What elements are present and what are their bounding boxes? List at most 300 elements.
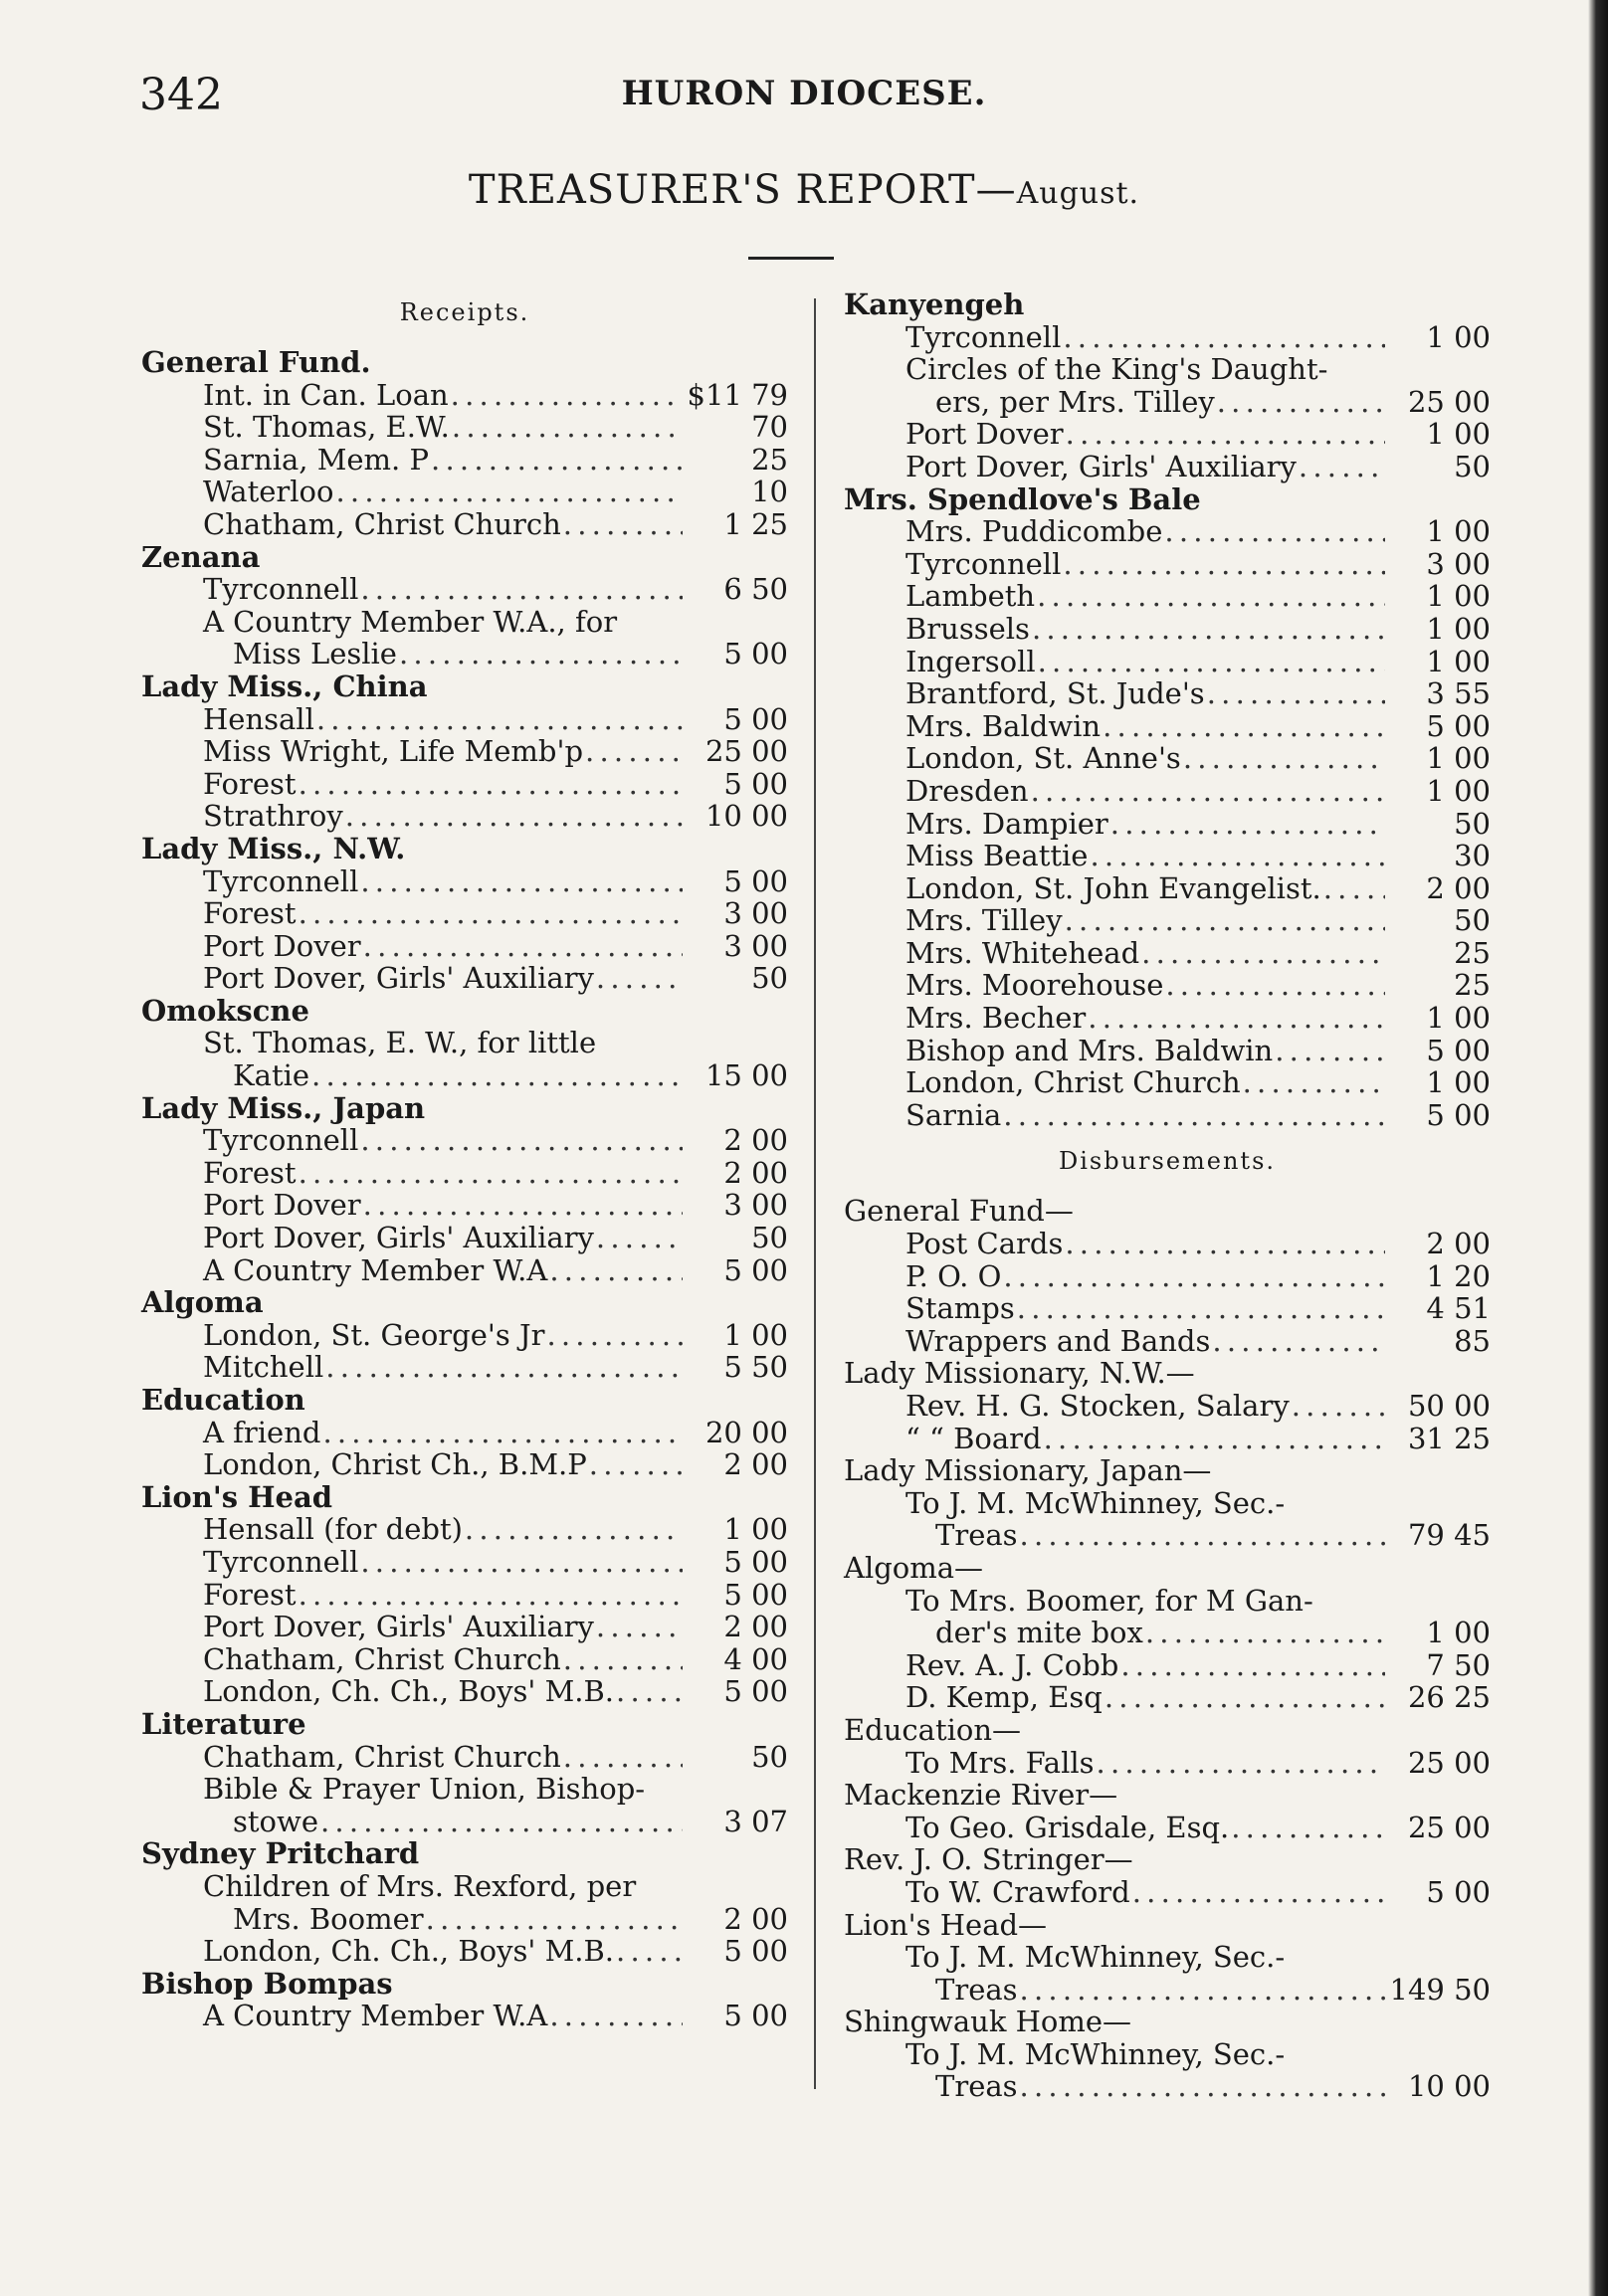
entry-label: Port Dover, Girls' Auxiliary <box>905 449 1297 483</box>
entry-amount: 1 00 <box>1426 514 1491 549</box>
entry-label: A Country Member W.A <box>203 1252 548 1287</box>
entry-amount: 4 51 <box>1426 1291 1491 1326</box>
entry-label: D. Kemp, Esq <box>905 1680 1103 1715</box>
entry-label: London, St. Anne's <box>905 741 1181 776</box>
entry-label: Mitchell <box>203 1350 324 1385</box>
entry-amount: 5 00 <box>723 1577 788 1612</box>
entry-row <box>844 1974 1491 2007</box>
entry-label: ers, per Mrs. Tilley <box>935 384 1215 419</box>
entry-amount: 5 00 <box>723 863 788 898</box>
entry-label: Brussels <box>905 611 1030 646</box>
entry-amount: 25 00 <box>704 734 788 769</box>
group-heading: Kanyengeh <box>844 287 1025 321</box>
entry-label: Treas <box>935 2069 1018 2104</box>
group-heading: Mrs. Spendlove's Bale <box>844 481 1201 516</box>
entry-amount: 10 <box>751 475 788 509</box>
dot-leader <box>1110 808 1385 841</box>
entry-row <box>844 515 1491 548</box>
dot-leader <box>451 379 683 412</box>
entry-row <box>141 1059 788 1092</box>
entry-row <box>844 775 1491 808</box>
dot-leader <box>399 638 683 670</box>
dot-leader <box>616 1935 683 1968</box>
dot-leader <box>1141 937 1385 970</box>
entry-row <box>844 1066 1491 1099</box>
entry-amount: 1 20 <box>1426 1258 1491 1293</box>
entry-amount: 50 00 <box>1407 1389 1491 1423</box>
group-heading: Lady Miss., Japan <box>141 1090 426 1125</box>
entry-amount: 3 00 <box>723 1188 788 1223</box>
entry-amount: 2 00 <box>723 1901 788 1936</box>
entry-text-line: To J. M. McWhinney, Sec.- <box>905 2036 1286 2071</box>
entry-row <box>844 613 1491 646</box>
entry-row <box>141 1579 788 1612</box>
dot-leader <box>549 1254 683 1287</box>
group-heading: Lady Miss., China <box>141 669 428 703</box>
entry-label: Tyrconnell <box>905 546 1062 581</box>
entry-row <box>141 476 788 508</box>
entry-amount: 50 <box>1454 806 1491 841</box>
running-head: HURON DIOCESE. <box>621 74 987 113</box>
dot-leader <box>325 1351 683 1384</box>
entry-row <box>844 1325 1491 1358</box>
dot-leader <box>1105 1681 1385 1714</box>
entry-label: Port Dover <box>203 1188 361 1223</box>
entry-amount: 10 00 <box>704 799 788 834</box>
entry-row <box>141 1611 788 1643</box>
entry-label: Chatham, Christ Church <box>203 506 561 541</box>
dot-leader <box>1120 1649 1385 1682</box>
entry-row <box>141 768 788 801</box>
entry-row <box>844 808 1491 841</box>
entry-label: Mrs. Baldwin <box>905 708 1102 743</box>
entry-amount: 1 00 <box>1426 319 1491 354</box>
dot-leader <box>1183 742 1385 775</box>
entry-amount: 2 00 <box>723 1447 788 1482</box>
entry-amount: 5 00 <box>723 1544 788 1579</box>
dot-leader <box>360 1124 683 1157</box>
entry-text-line: Circles of the King's Daught- <box>905 352 1328 387</box>
entry-row <box>844 1617 1491 1649</box>
entry-amount: 25 00 <box>1407 1745 1491 1780</box>
entry-label: Chatham, Christ Church <box>203 1641 561 1676</box>
entry-row <box>844 1519 1491 1552</box>
group-heading: General Fund. <box>141 345 371 379</box>
entry-amount: 70 <box>751 410 788 445</box>
entry-amount: 1 00 <box>723 1317 788 1352</box>
dot-leader <box>1207 677 1385 710</box>
entry-text-line: Children of Mrs. Rexford, per <box>203 1868 637 1903</box>
entry-label: Wrappers and Bands <box>905 1323 1211 1358</box>
entry-row <box>844 321 1491 354</box>
entry-amount: 26 25 <box>1407 1680 1491 1715</box>
dot-leader <box>1020 1974 1385 2007</box>
dot-leader <box>316 703 683 736</box>
entry-amount: 3 00 <box>723 928 788 963</box>
group-heading: Mackenzie River— <box>844 1778 1118 1813</box>
entry-row <box>844 1002 1491 1035</box>
group-heading: General Fund— <box>844 1194 1074 1229</box>
entry-label: Mrs. Boomer <box>233 1901 424 1936</box>
dot-leader <box>1145 1617 1385 1649</box>
entry-row <box>141 2000 788 2032</box>
entry-text-line: To J. M. McWhinney, Sec.- <box>905 1940 1286 1975</box>
dot-leader <box>1031 775 1385 808</box>
entry-row <box>844 1423 1491 1455</box>
entry-label: To W. Crawford <box>905 1874 1130 1909</box>
entry-row <box>141 1417 788 1449</box>
entry-amount: 3 07 <box>723 1804 788 1838</box>
dot-leader <box>1097 1747 1385 1780</box>
entry-amount: 1 00 <box>1426 417 1491 452</box>
entry-label: Port Dover, Girls' Auxiliary <box>203 1610 594 1644</box>
entry-row <box>844 677 1491 710</box>
entry-amount: 30 <box>1454 839 1491 873</box>
group-heading: Omokscne <box>141 993 309 1028</box>
entry-row <box>141 1643 788 1676</box>
group-heading: Sydney Pritchard <box>141 1836 420 1871</box>
dot-leader <box>360 1546 683 1579</box>
dot-leader <box>1292 1390 1385 1423</box>
entry-label: A friend <box>203 1415 321 1449</box>
dot-leader <box>563 1643 683 1676</box>
entry-label: Port Dover, Girls' Auxiliary <box>203 961 594 996</box>
dot-leader <box>596 962 683 995</box>
right-column <box>844 288 1491 2103</box>
dot-leader <box>322 1417 683 1449</box>
dot-leader <box>1065 1228 1385 1260</box>
page-edge-shadow <box>1588 0 1608 2296</box>
dot-leader <box>1063 548 1385 581</box>
dot-leader <box>1003 1260 1385 1293</box>
entry-amount: 50 <box>751 1739 788 1774</box>
group-heading: Zenana <box>141 539 261 574</box>
entry-amount: 1 25 <box>723 506 788 541</box>
entry-row <box>844 1260 1491 1293</box>
entry-amount: 25 <box>1454 968 1491 1003</box>
entry-row <box>141 573 788 606</box>
entry-label: Forest <box>203 1155 297 1190</box>
dot-leader <box>465 1513 683 1546</box>
entry-amount: 2 00 <box>723 1610 788 1644</box>
entry-amount: 50 <box>1454 903 1491 938</box>
dot-leader <box>1017 1292 1385 1325</box>
entry-label: London, St. George's Jr <box>203 1317 545 1352</box>
entry-row <box>141 1546 788 1579</box>
entry-amount: 5 00 <box>723 637 788 671</box>
entry-label: Sarnia <box>905 1097 1002 1132</box>
entry-label: Mrs. Tilley <box>905 903 1063 938</box>
entry-row <box>141 1935 788 1968</box>
entry-text-line: St. Thomas, E. W., for little <box>203 1026 597 1060</box>
entry-row <box>141 1351 788 1384</box>
entry-label: Post Cards <box>905 1227 1064 1261</box>
entry-amount: 2 00 <box>723 1123 788 1158</box>
entry-label: Dresden <box>905 773 1029 808</box>
entry-label: Mrs. Puddicombe <box>905 514 1163 549</box>
entry-row <box>844 969 1491 1002</box>
entry-label: Tyrconnell <box>905 319 1062 354</box>
column-divider <box>814 298 816 2089</box>
group-heading: Education <box>141 1383 305 1417</box>
left-column <box>141 292 788 2032</box>
entry-amount: 149 50 <box>1389 1972 1491 2007</box>
entry-row <box>141 444 788 477</box>
entry-row <box>844 1747 1491 1780</box>
entry-row <box>141 411 788 444</box>
entry-amount: 1 00 <box>1426 579 1491 614</box>
entry-amount: 15 00 <box>704 1058 788 1093</box>
entry-amount: 5 00 <box>723 1999 788 2033</box>
entry-row <box>141 897 788 930</box>
entry-label: Brantford, St. Jude's <box>905 676 1205 711</box>
entry-row <box>141 1675 788 1708</box>
entry-row <box>844 1390 1491 1423</box>
dot-leader <box>616 1675 683 1708</box>
entry-label: To Mrs. Falls <box>905 1745 1095 1780</box>
dot-leader <box>452 411 683 444</box>
entry-label: Miss Leslie <box>233 637 397 671</box>
entry-label: Port Dover, Girls' Auxiliary <box>203 1221 594 1255</box>
dot-leader <box>320 1806 683 1838</box>
entry-amount: 1 00 <box>1426 1001 1491 1036</box>
dot-leader <box>1132 1876 1385 1909</box>
entry-label: Mrs. Whitehead <box>905 935 1140 970</box>
entry-label: Port Dover <box>203 928 361 963</box>
dot-leader <box>1212 1325 1385 1358</box>
entry-row <box>141 638 788 670</box>
entry-row <box>141 1319 788 1352</box>
entry-amount: 3 55 <box>1426 676 1491 711</box>
entry-label: Katie <box>233 1058 310 1093</box>
entry-amount: 5 00 <box>1426 1033 1491 1067</box>
entry-amount: 5 00 <box>1426 1874 1491 1909</box>
group-heading: Algoma <box>141 1285 264 1320</box>
group-heading: Shingwauk Home— <box>844 2005 1132 2039</box>
entry-amount: 31 25 <box>1407 1421 1491 1455</box>
entry-row <box>141 1448 788 1481</box>
entry-label: Strathroy <box>203 799 343 834</box>
entry-row <box>141 800 788 833</box>
entry-row <box>844 1228 1491 1260</box>
entry-amount: 4 00 <box>723 1641 788 1676</box>
entry-amount: 25 <box>751 442 788 477</box>
entry-amount: 20 00 <box>704 1415 788 1449</box>
entry-amount: 1 00 <box>723 1512 788 1547</box>
dot-leader <box>299 897 683 930</box>
group-heading: Lady Missionary, N.W.— <box>844 1356 1195 1391</box>
entry-row <box>844 1035 1491 1067</box>
entry-amount: 3 00 <box>723 896 788 931</box>
entry-row <box>844 872 1491 905</box>
entry-amount: 2 00 <box>1426 870 1491 905</box>
entry-label: Tyrconnell <box>203 863 359 898</box>
group-heading: Lady Missionary, Japan— <box>844 1453 1212 1488</box>
entry-amount: 5 00 <box>723 701 788 736</box>
dot-leader <box>546 1319 683 1352</box>
dot-leader <box>311 1059 683 1092</box>
dot-leader <box>299 768 683 801</box>
entry-amount: 5 00 <box>1426 1097 1491 1132</box>
entry-amount: 85 <box>1454 1323 1491 1358</box>
entry-row <box>141 1157 788 1190</box>
entry-amount: 6 50 <box>723 572 788 607</box>
entry-label: Mrs. Dampier <box>905 806 1108 841</box>
dot-leader <box>563 508 683 541</box>
entry-text-line: Bible & Prayer Union, Bishop- <box>203 1772 646 1807</box>
entry-row <box>141 1806 788 1838</box>
entry-row <box>844 1681 1491 1714</box>
dot-leader <box>335 476 683 508</box>
entry-label: London, Christ Ch., B.M.P <box>203 1447 587 1482</box>
entry-label: Tyrconnell <box>203 1123 359 1158</box>
page-number: 342 <box>139 70 223 120</box>
dot-leader <box>426 1903 683 1936</box>
entry-amount: 1 00 <box>1426 773 1491 808</box>
entry-amount: 5 00 <box>723 1934 788 1969</box>
dot-leader <box>589 1448 683 1481</box>
dot-leader <box>1003 1099 1385 1132</box>
entry-row <box>141 1189 788 1222</box>
entry-label: Miss Wright, Life Memb'p <box>203 734 584 769</box>
entry-amount: 10 00 <box>1407 2069 1491 2104</box>
dot-leader <box>1063 321 1385 354</box>
entry-label: Chatham, Christ Church <box>203 1739 561 1774</box>
entry-row <box>844 1649 1491 1682</box>
entry-label: Mrs. Becher <box>905 1001 1087 1036</box>
entry-label: stowe <box>233 1804 318 1838</box>
entry-row <box>141 1513 788 1546</box>
entry-label: Rev. A. J. Cobb <box>905 1647 1119 1682</box>
entry-row <box>141 865 788 898</box>
dot-leader <box>299 1579 683 1612</box>
entry-amount: 1 00 <box>1426 611 1491 646</box>
entry-amount: 25 <box>1454 935 1491 970</box>
entry-label: Treas <box>935 1972 1018 2007</box>
entry-amount: $11 79 <box>687 377 788 412</box>
entry-row <box>844 386 1491 419</box>
entry-row <box>844 1812 1491 1844</box>
dot-leader <box>1231 1812 1385 1844</box>
dot-leader <box>360 573 683 606</box>
entry-amount: 2 00 <box>723 1155 788 1190</box>
entry-amount: 5 00 <box>1426 708 1491 743</box>
entry-label: Miss Beattie <box>905 839 1089 873</box>
report-title-main: TREASURER'S REPORT— <box>468 167 1017 213</box>
dot-leader <box>1037 580 1385 613</box>
entry-amount: 5 50 <box>723 1350 788 1385</box>
entry-row <box>141 703 788 736</box>
dot-leader <box>299 1157 683 1190</box>
entry-row <box>141 930 788 963</box>
dot-leader <box>596 1222 683 1254</box>
entry-label: To Geo. Grisdale, Esq. <box>905 1810 1230 1844</box>
entry-amount: 1 00 <box>1426 1616 1491 1650</box>
entry-label: Tyrconnell <box>203 1544 359 1579</box>
entry-label: Int. in Can. Loan <box>203 377 449 412</box>
entry-row <box>141 1903 788 1936</box>
dot-leader <box>1275 1035 1385 1067</box>
entry-row <box>141 1222 788 1254</box>
entry-row <box>141 379 788 412</box>
dot-leader <box>1164 515 1385 548</box>
entry-label: Forest <box>203 766 297 801</box>
dot-leader <box>1065 904 1385 937</box>
group-heading: Bishop Bompas <box>141 1966 393 2001</box>
dot-leader <box>431 444 683 477</box>
group-heading: Education— <box>844 1712 1022 1747</box>
dot-leader <box>363 1189 683 1222</box>
dot-leader <box>1066 418 1385 451</box>
entry-label: London, Christ Church <box>905 1065 1241 1100</box>
entry-amount: 50 <box>751 1221 788 1255</box>
group-heading: Algoma— <box>844 1550 984 1585</box>
entry-amount: 5 00 <box>723 1674 788 1709</box>
entry-label: Lambeth <box>905 579 1036 614</box>
entry-text-line: To J. M. McWhinney, Sec.- <box>905 1485 1286 1520</box>
entry-label: Tyrconnell <box>203 572 359 607</box>
entry-row <box>844 646 1491 678</box>
entry-label: Stamps <box>905 1291 1015 1326</box>
group-heading: Lion's Head <box>141 1479 333 1514</box>
entry-text-line: A Country Member W.A., for <box>203 604 618 639</box>
entry-label: London, Ch. Ch., Boys' M.B. <box>203 1674 615 1709</box>
entry-amount: 1 00 <box>1426 741 1491 776</box>
receipts-heading: Receipts. <box>399 298 530 326</box>
entry-label: Forest <box>203 896 297 931</box>
entry-row <box>844 742 1491 775</box>
group-heading: Rev. J. O. Stringer— <box>844 1842 1133 1877</box>
entry-row <box>844 580 1491 613</box>
dot-leader <box>345 800 683 833</box>
dot-leader <box>1032 613 1385 646</box>
entry-label: der's mite box <box>935 1616 1143 1650</box>
entry-amount: 1 00 <box>1426 1065 1491 1100</box>
entry-amount: 2 00 <box>1426 1227 1491 1261</box>
entry-row <box>141 962 788 995</box>
entry-label: “ “ Board <box>905 1421 1042 1455</box>
entry-row <box>844 1292 1491 1325</box>
entry-label: P. O. O <box>905 1258 1002 1293</box>
entry-label: St. Thomas, E.W. <box>203 410 450 445</box>
dot-leader <box>360 865 683 898</box>
entry-label: Ingersoll <box>905 644 1036 678</box>
entry-row <box>141 508 788 541</box>
entry-amount: 50 <box>1454 449 1491 483</box>
entry-row <box>844 451 1491 483</box>
entry-row <box>844 548 1491 581</box>
dot-leader <box>1090 840 1385 872</box>
entry-label: London, St. John Evangelist. <box>905 870 1321 905</box>
report-title-month: August. <box>1016 176 1140 211</box>
entry-row <box>844 418 1491 451</box>
entry-row <box>844 1099 1491 1132</box>
dot-leader <box>1217 386 1385 419</box>
entry-row <box>844 840 1491 872</box>
entry-label: Treas <box>935 1518 1018 1553</box>
entry-amount: 5 00 <box>723 766 788 801</box>
dot-leader <box>1299 451 1385 483</box>
dot-leader <box>585 735 683 768</box>
entry-row <box>844 2070 1491 2103</box>
entry-amount: 5 00 <box>723 1252 788 1287</box>
entry-row <box>844 1876 1491 1909</box>
entry-label: Hensall (for debt) <box>203 1512 463 1547</box>
group-heading: Lion's Head— <box>844 1907 1048 1942</box>
entry-label: A Country Member W.A <box>203 1999 548 2033</box>
dot-leader <box>1323 872 1385 905</box>
entry-label: Sarnia, Mem. P <box>203 442 430 477</box>
